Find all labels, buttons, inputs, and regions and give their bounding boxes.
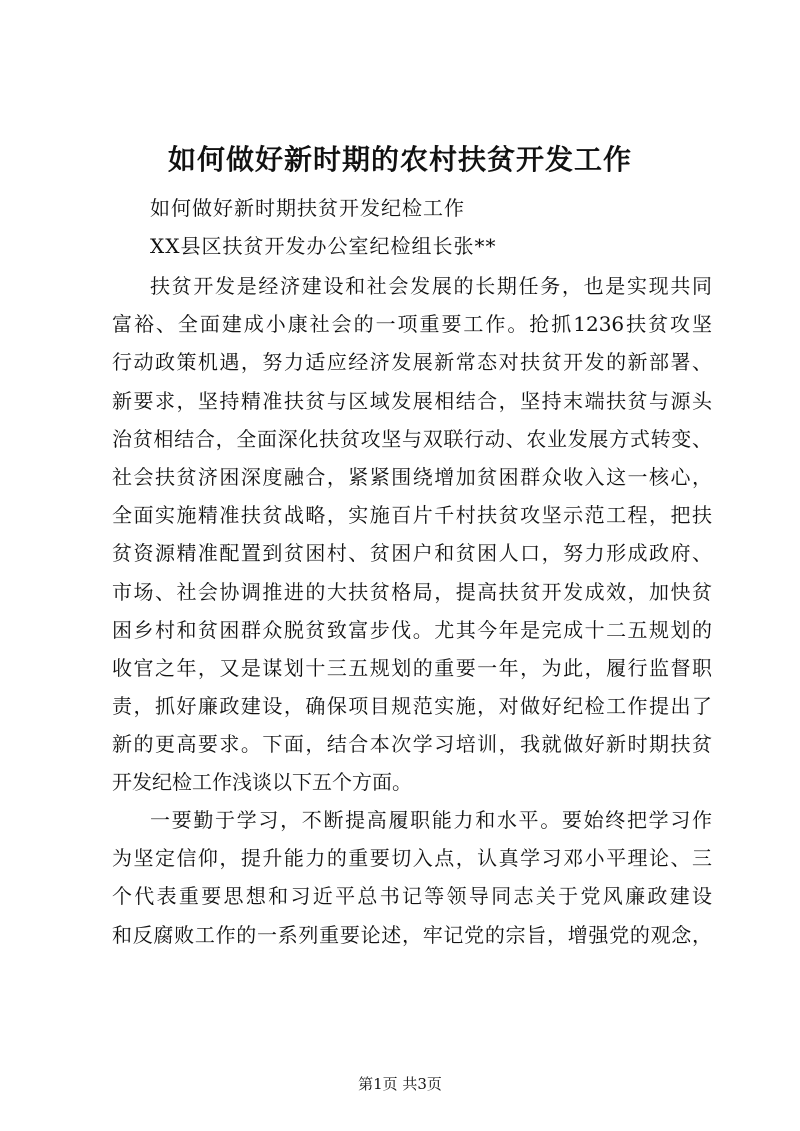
paragraph-line: 个代表重要思想和习近平总书记等领导同志关于党风廉政建设: [112, 884, 712, 909]
paragraph-line: 行动政策机遇，努力适应经济发展新常态对扶贫开发的新部署、: [112, 350, 712, 375]
paragraph-line: 开发纪检工作浅谈以下五个方面。: [112, 770, 412, 795]
paragraph-line: 全面实施精准扶贫战略，实施百片千村扶贫攻坚示范工程，把扶: [112, 503, 712, 528]
document-title: 如何做好新时期的农村扶贫开发工作: [167, 143, 632, 176]
page-footer: 第1页 共3页: [358, 1075, 442, 1093]
paragraph-line: 新的更高要求。下面，结合本次学习培训，我就做好新时期扶贫: [112, 732, 712, 757]
paragraph-line: 富裕、全面建成小康社会的一项重要工作。抢抓1236扶贫攻坚: [112, 312, 712, 337]
paragraph-2: [112, 801, 712, 954]
paragraph-1: [112, 267, 712, 802]
paragraph-line: 收官之年，又是谋划十三五规划的重要一年，为此，履行监督职: [112, 655, 712, 680]
paragraph-line: 社会扶贫济困深度融合，紧紧围绕增加贫困群众收入这一核心，: [112, 464, 712, 489]
document-subtitle: 如何做好新时期扶贫开发纪检工作: [150, 196, 465, 220]
paragraph-line: 扶贫开发是经济建设和社会发展的长期任务，也是实现共同: [150, 274, 712, 298]
author-line: XX县区扶贫开发办公室纪检组长张**: [150, 234, 497, 258]
paragraph-line: 治贫相结合，全面深化扶贫攻坚与双联行动、农业发展方式转变、: [112, 426, 712, 451]
paragraph-line: 市场、社会协调推进的大扶贫格局，提高扶贫开发成效，加快贫: [112, 579, 712, 604]
paragraph-line: 责，抓好廉政建设，确保项目规范实施，对做好纪检工作提出了: [112, 694, 712, 719]
paragraph-line: 贫资源精准配置到贫困村、贫困户和贫困人口，努力形成政府、: [112, 541, 712, 566]
paragraph-line: 为坚定信仰，提升能力的重要切入点，认真学习邓小平理论、三: [112, 846, 712, 871]
paragraph-line: 一要勤于学习，不断提高履职能力和水平。要始终把学习作: [150, 808, 712, 832]
paragraph-line: 和反腐败工作的一系列重要论述，牢记党的宗旨，增强党的观念，: [112, 922, 712, 947]
paragraph-line: 新要求，坚持精准扶贫与区域发展相结合，坚持末端扶贫与源头: [112, 388, 712, 413]
paragraph-line: 困乡村和贫困群众脱贫致富步伐。尤其今年是完成十二五规划的: [112, 617, 712, 642]
